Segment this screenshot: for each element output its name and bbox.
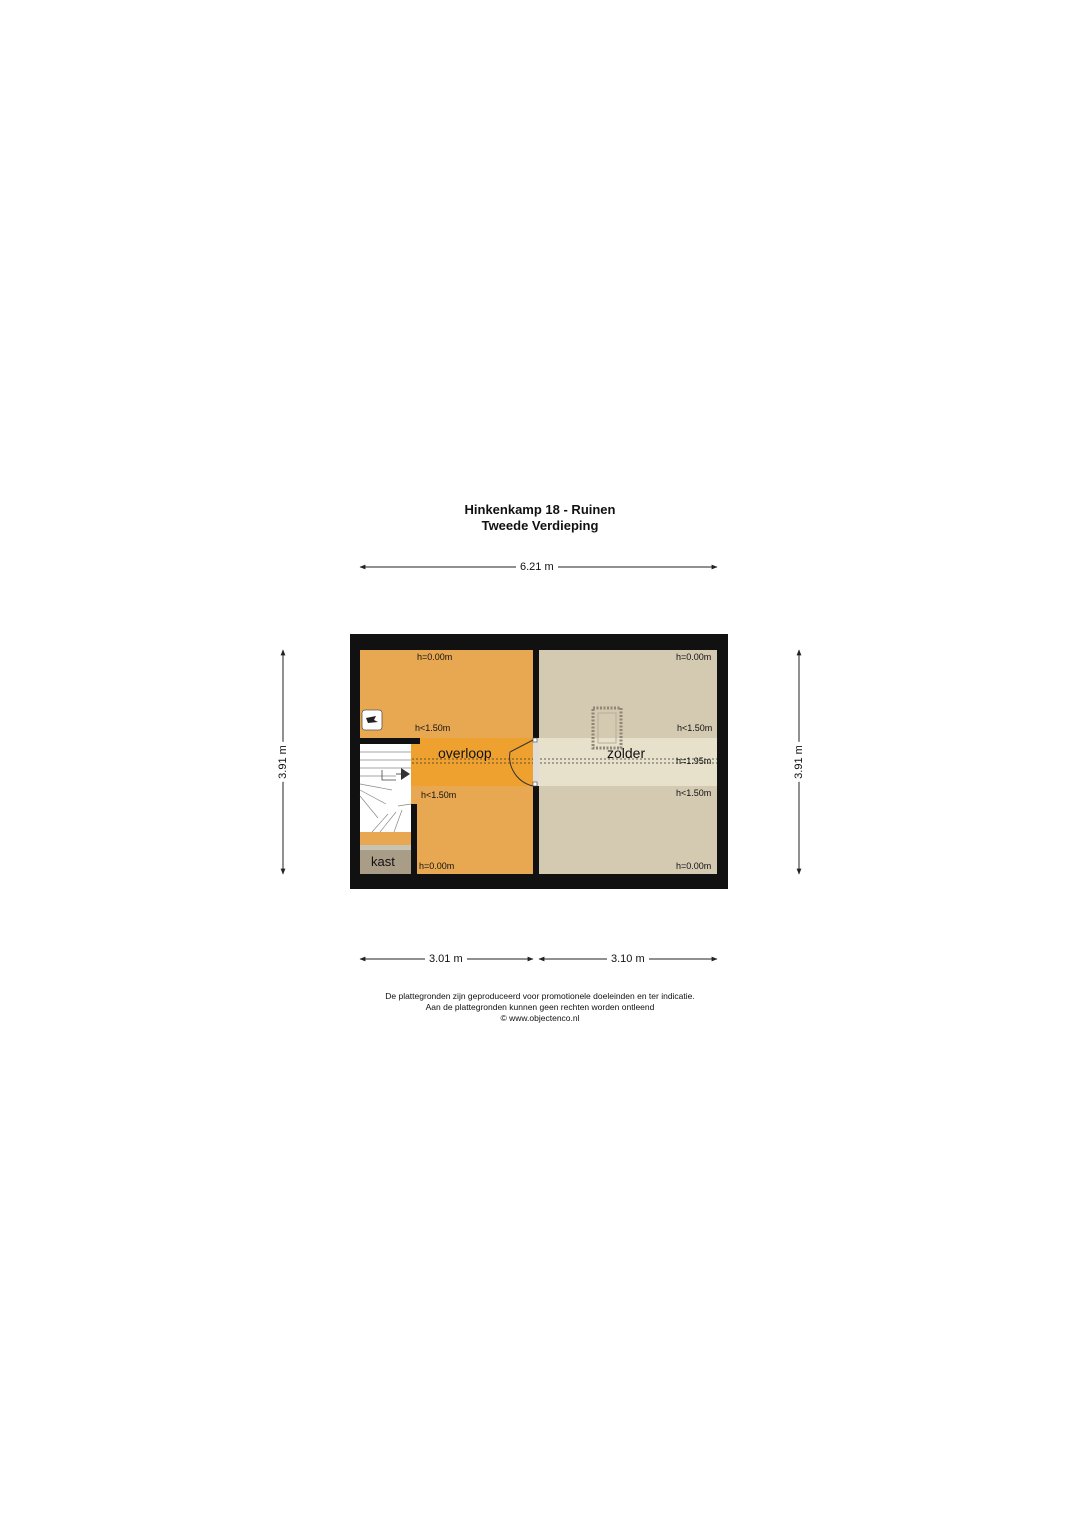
disclaimer-line-2: Aan de plattegronden kunnen geen rechten worden ontleend xyxy=(425,1002,655,1012)
dim-width-right: 3.10 m xyxy=(607,953,649,965)
floor-subtitle: Tweede Verdieping xyxy=(481,518,599,533)
copyright-link[interactable]: © www.objectenco.nl xyxy=(500,1013,580,1023)
stair-wall-top xyxy=(360,738,420,744)
height-overloop-bottom: h=0.00m xyxy=(419,861,455,871)
room-label-overloop: overloop xyxy=(438,745,492,761)
room-label-zolder: zolder xyxy=(607,745,646,761)
kast-ledge xyxy=(360,845,411,850)
height-zolder-upper: h<1.50m xyxy=(677,723,713,733)
stair-wall-right xyxy=(411,804,417,874)
height-overloop-lower: h<1.50m xyxy=(421,790,457,800)
height-overloop-top: h=0.00m xyxy=(417,652,453,662)
height-zolder-top: h=0.00m xyxy=(676,652,712,662)
boiler-icon xyxy=(362,710,382,730)
dim-height-right: 3.91 m xyxy=(793,742,805,782)
height-zolder-bottom: h=0.00m xyxy=(676,861,712,871)
dim-total-width: 6.21 m xyxy=(516,561,558,573)
door-opening xyxy=(533,738,539,786)
stair-landing xyxy=(360,832,411,844)
room-label-kast: kast xyxy=(371,854,395,869)
plan-title: Hinkenkamp 18 - Ruinen xyxy=(464,502,616,517)
dim-width-left: 3.01 m xyxy=(425,953,467,965)
height-zolder-middle: h=1.95m xyxy=(676,756,712,766)
disclaimer-line-1: De plattegronden zijn geproduceerd voor promotionele doeleinden en ter indicatie. xyxy=(385,991,695,1001)
height-zolder-lower: h<1.50m xyxy=(676,788,712,798)
height-overloop-upper: h<1.50m xyxy=(415,723,451,733)
dim-height-left: 3.91 m xyxy=(277,742,289,782)
staircase-icon xyxy=(360,744,411,832)
